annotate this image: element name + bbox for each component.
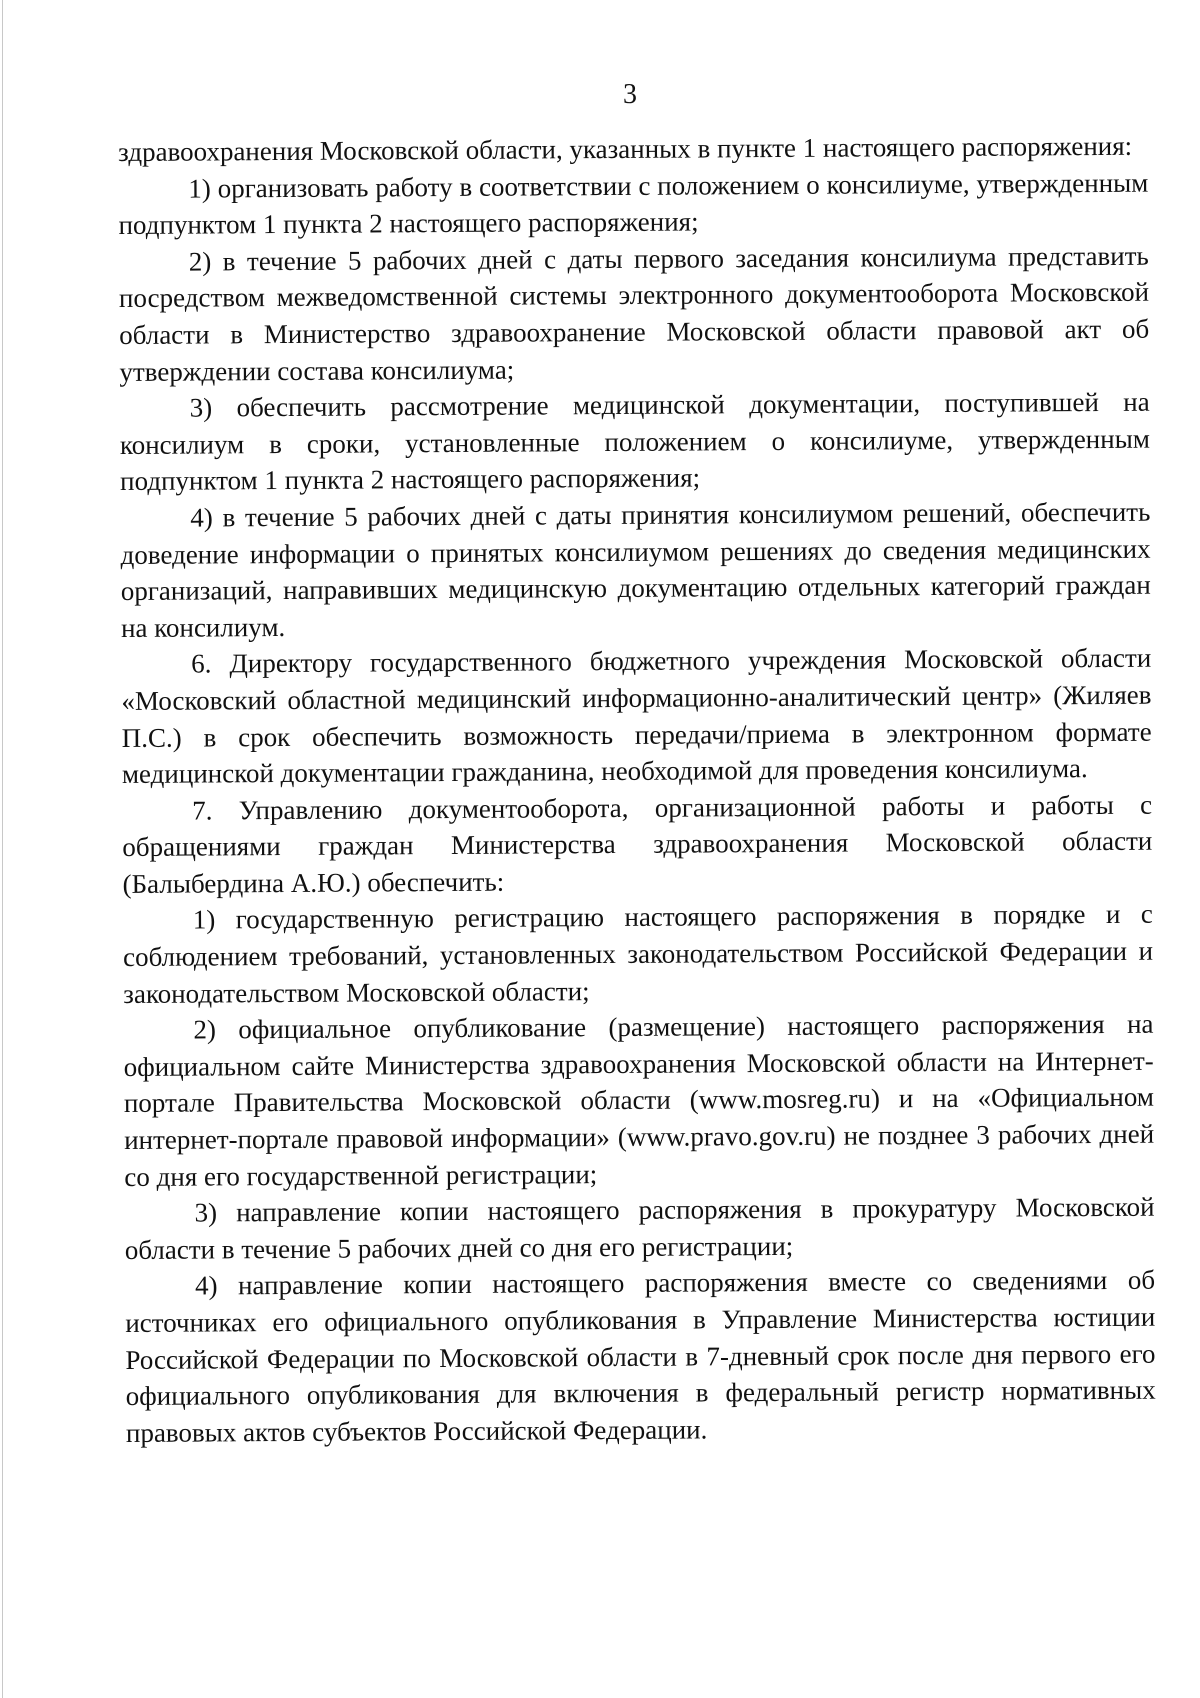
document-body — [118, 128, 1156, 1452]
page-number: 3 — [623, 79, 637, 110]
paragraph-continuation: здравоохранения Московской области, указанных в пункте 1 настоящего распоряжения: — [118, 130, 1133, 167]
paragraph-item-7-subitem-3: 3) направление копии настоящего распоряжения в прокуратуру Московской области в течение 5 рабочих дней со дня его регистрации; — [124, 1191, 1155, 1265]
paragraph-item-7-subitem-2: 2) официальное опубликование (размещение) настоящего распоряжения на официальном сайте Министерства здравоохранения Московской области на Интернет-портале Правительства Московской области (www.mosreg.ru) и на «Официальном интернет-портале правовой информации» (www.pravo.gov.ru) не позднее 3 рабочих дней со дня его государственной регистрации; — [123, 1008, 1155, 1192]
scan-edge-line — [2, 0, 3, 1698]
paragraph-subitem-3: 3) обеспечить рассмотрение медицинской документации, поступившей на консилиум в сроки, установленные положением о консилиуме, утвержденным подпунктом 1 пункта 2 настоящего распоряжения; — [119, 386, 1150, 497]
paragraph-item-7: 7. Управлению документооборота, организационной работы и работы с обращениями граждан Министерства здравоохранения Московской области (Балыбердина А.Ю.) обеспечить: — [122, 789, 1153, 899]
paragraph-item-7-subitem-4: 4) направление копии настоящего распоряжения вместе со сведениями об источниках его официального опубликования в Управление Министерства юстиции Российской Федерации по Московской области в 7-дневный срок после дня первого его официального опубликования для включения в федеральный регистр нормативных правовых актов субъектов Российской Федерации. — [125, 1265, 1156, 1448]
paragraph-subitem-2: 2) в течение 5 рабочих дней с даты первого заседания консилиума представить посредством межведомственной системы электронного документооборота Московской области в Министерство здравоохранение Московской области правовой акт об утверждении состава консилиума; — [118, 240, 1150, 387]
paragraph-item-6: 6. Директору государственного бюджетного учреждения Московской области «Московский областной медицинский информационно-аналитический центр» (Жиляев П.С.) в срок обеспечить возможность передачи/приема в электронном формате медицинской документации гражданина, необходимой для проведения консилиума. — [121, 643, 1152, 790]
paragraph-item-7-subitem-1: 1) государственную регистрацию настоящего распоряжения в порядке и с соблюдением требований, установленных законодательством Российской Федерации и законодательством Московской области; — [122, 899, 1154, 1009]
paragraph-subitem-4: 4) в течение 5 рабочих дней с даты принятия консилиумом решений, обеспечить доведение информации о принятых консилиумом решениях до сведения медицинских организаций, направивших медицинскую документацию отдельных категорий граждан на консилиум. — [120, 496, 1151, 643]
paragraph-subitem-1: 1) организовать работу в соответствии с положением о консилиуме, утвержденным подпунктом 1 пункта 2 настоящего распоряжения; — [118, 167, 1149, 241]
